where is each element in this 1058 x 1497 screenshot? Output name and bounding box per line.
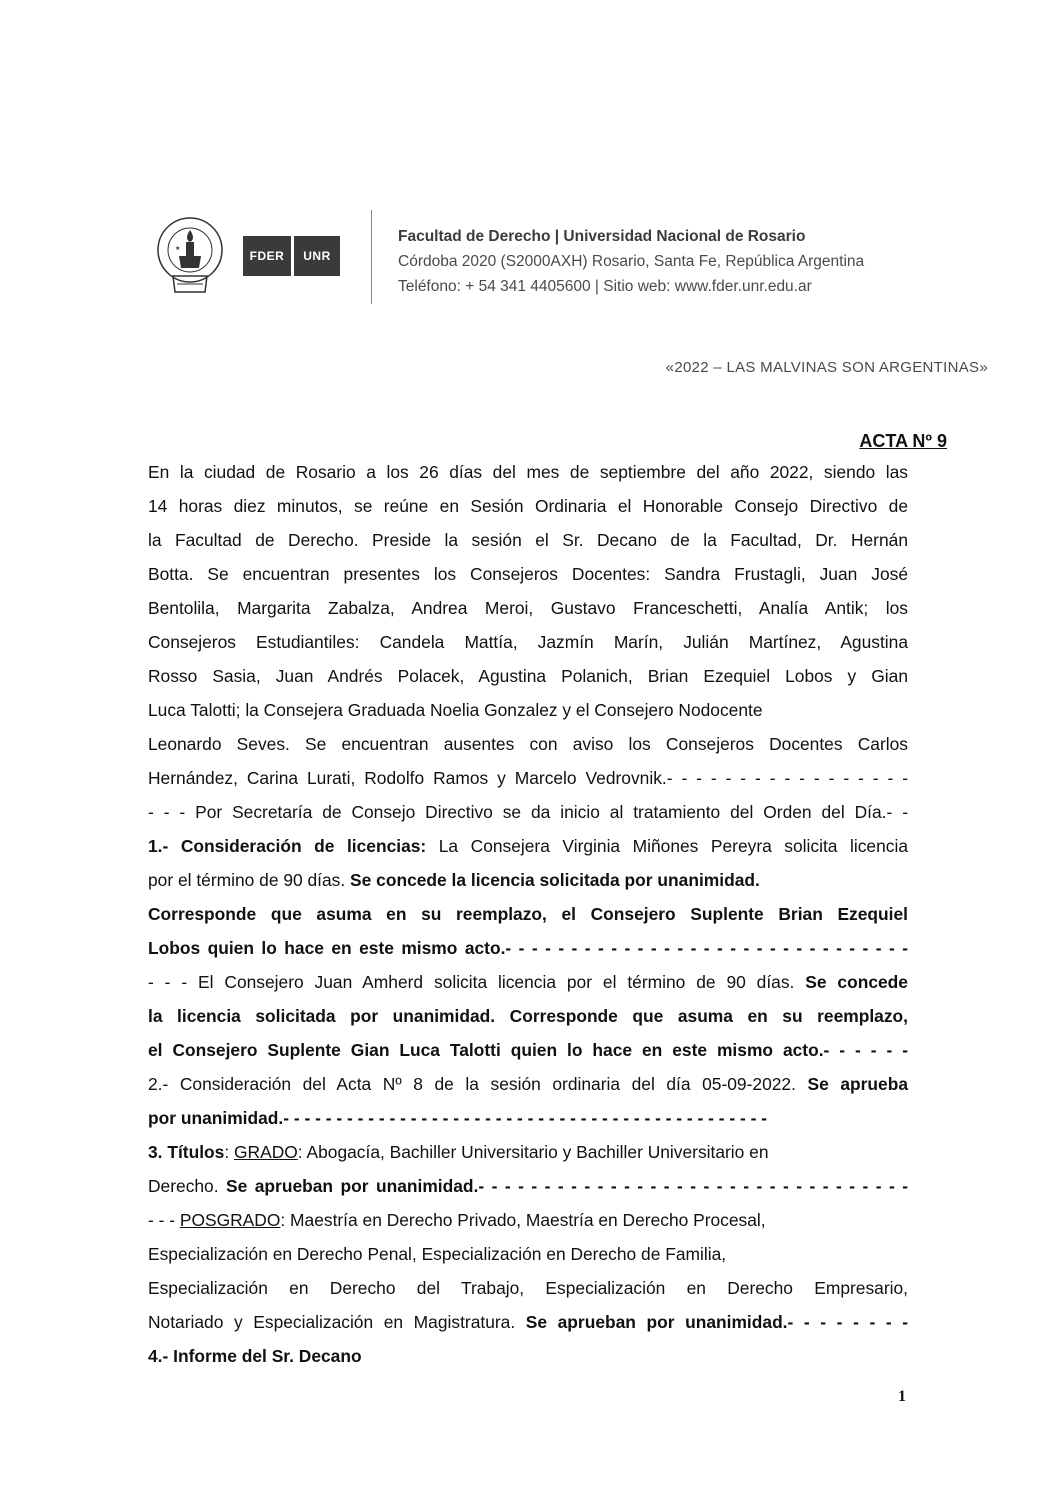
text-line: 4.- Informe del Sr. Decano — [148, 1346, 362, 1366]
text-line: - - - Por Secretaría de Consejo Directivo se da inicio al tratamiento del Orden del Día.- - — [148, 802, 908, 822]
text-line: la Facultad de Derecho. Preside la sesión el Sr. Decano de la Facultad, Dr. Hernán — [148, 530, 908, 550]
unr-badge: UNR — [294, 236, 340, 276]
institution-address: Córdoba 2020 (S2000AXH) Rosario, Santa Fe, República Argentina — [398, 253, 865, 270]
svg-text:★: ★ — [175, 245, 181, 252]
text-line: el Consejero Suplente Gian Luca Talotti quien lo hace en este mismo acto.- - - - - - — [148, 1040, 908, 1060]
text-line: Luca Talotti; la Consejera Graduada Noelia Gonzalez y el Consejero Nodocente — [148, 700, 763, 720]
acta-title: ACTA Nº 9 — [859, 431, 947, 451]
text-line: por el término de 90 días. Se concede la licencia solicitada por unanimidad. — [148, 870, 760, 890]
text-line: por unanimidad.- - - - - - - - - - - - - - - - - - - - - - - - - - - - - - - - - - - - - - - - - - - - - - — [148, 1108, 768, 1128]
text-line: En la ciudad de Rosario a los 26 días del mes de septiembre del año 2022, siendo las — [148, 462, 908, 482]
text-line: 14 horas diez minutos, se reúne en Sesión Ordinaria el Honorable Consejo Directivo de — [148, 496, 908, 516]
text-line: Consejeros Estudiantiles: Candela Mattía, Jazmín Marín, Julián Martínez, Agustina — [148, 632, 908, 652]
university-seal-logo — [155, 212, 225, 298]
text-line: Botta. Se encuentran presentes los Consejeros Docentes: Sandra Frustagli, Juan José — [148, 564, 908, 584]
document-body — [148, 455, 908, 1373]
text-line: 3. Títulos: GRADO: Abogacía, Bachiller Universitario y Bachiller Universitario en — [148, 1142, 769, 1162]
motto: «2022 – LAS MALVINAS SON ARGENTINAS» — [665, 359, 988, 376]
text-line: Corresponde que asuma en su reemplazo, el Consejero Suplente Brian Ezequiel — [148, 904, 908, 924]
text-line: Rosso Sasia, Juan Andrés Polacek, Agustina Polanich, Brian Ezequiel Lobos y Gian — [148, 666, 908, 686]
text-line: Especialización en Derecho Penal, Especialización en Derecho de Familia, — [148, 1244, 727, 1264]
institution-contact: Teléfono: + 54 341 4405600 | Sitio web: www.fder.unr.edu.ar — [398, 278, 812, 295]
text-line: Bentolila, Margarita Zabalza, Andrea Meroi, Gustavo Franceschetti, Analía Antik; los — [148, 598, 908, 618]
text-line: Derecho. Se aprueban por unanimidad.- - - - - - - - - - - - - - - - - - - - - - - - - - - - - - - - - — [148, 1176, 908, 1196]
text-line: 2.- Consideración del Acta Nº 8 de la sesión ordinaria del día 05-09-2022. Se aprueba — [148, 1074, 908, 1094]
institution-name: Facultad de Derecho | Universidad Nacional de Rosario — [398, 228, 806, 245]
page-number: 1 — [898, 1388, 906, 1405]
institution-info — [398, 224, 864, 299]
text-line: Especialización en Derecho del Trabajo, Especialización en Derecho Empresario, — [148, 1278, 908, 1298]
text-line: la licencia solicitada por unanimidad. Corresponde que asuma en su reemplazo, — [148, 1006, 908, 1026]
header-divider — [371, 210, 372, 304]
text-line: - - - El Consejero Juan Amherd solicita licencia por el término de 90 días. Se concede — [148, 972, 908, 992]
letterhead — [155, 210, 915, 305]
fder-badge: FDER — [243, 236, 291, 276]
text-line: - - - POSGRADO: Maestría en Derecho Privado, Maestría en Derecho Procesal, — [148, 1210, 766, 1230]
text-line: Hernández, Carina Lurati, Rodolfo Ramos y Marcelo Vedrovnik.- - - - - - - - - - - - - - - - - — [148, 768, 908, 788]
text-line: Leonardo Seves. Se encuentran ausentes con aviso los Consejeros Docentes Carlos — [148, 734, 908, 754]
text-line: Notariado y Especialización en Magistratura. Se aprueban por unanimidad.- - - - - - - - — [148, 1312, 909, 1332]
text-line: Lobos quien lo hace en este mismo acto.- - - - - - - - - - - - - - - - - - - - - - - - - - - - - - - — [148, 938, 908, 958]
text-line: 1.- Consideración de licencias: La Consejera Virginia Miñones Pereyra solicita licencia — [148, 836, 908, 856]
